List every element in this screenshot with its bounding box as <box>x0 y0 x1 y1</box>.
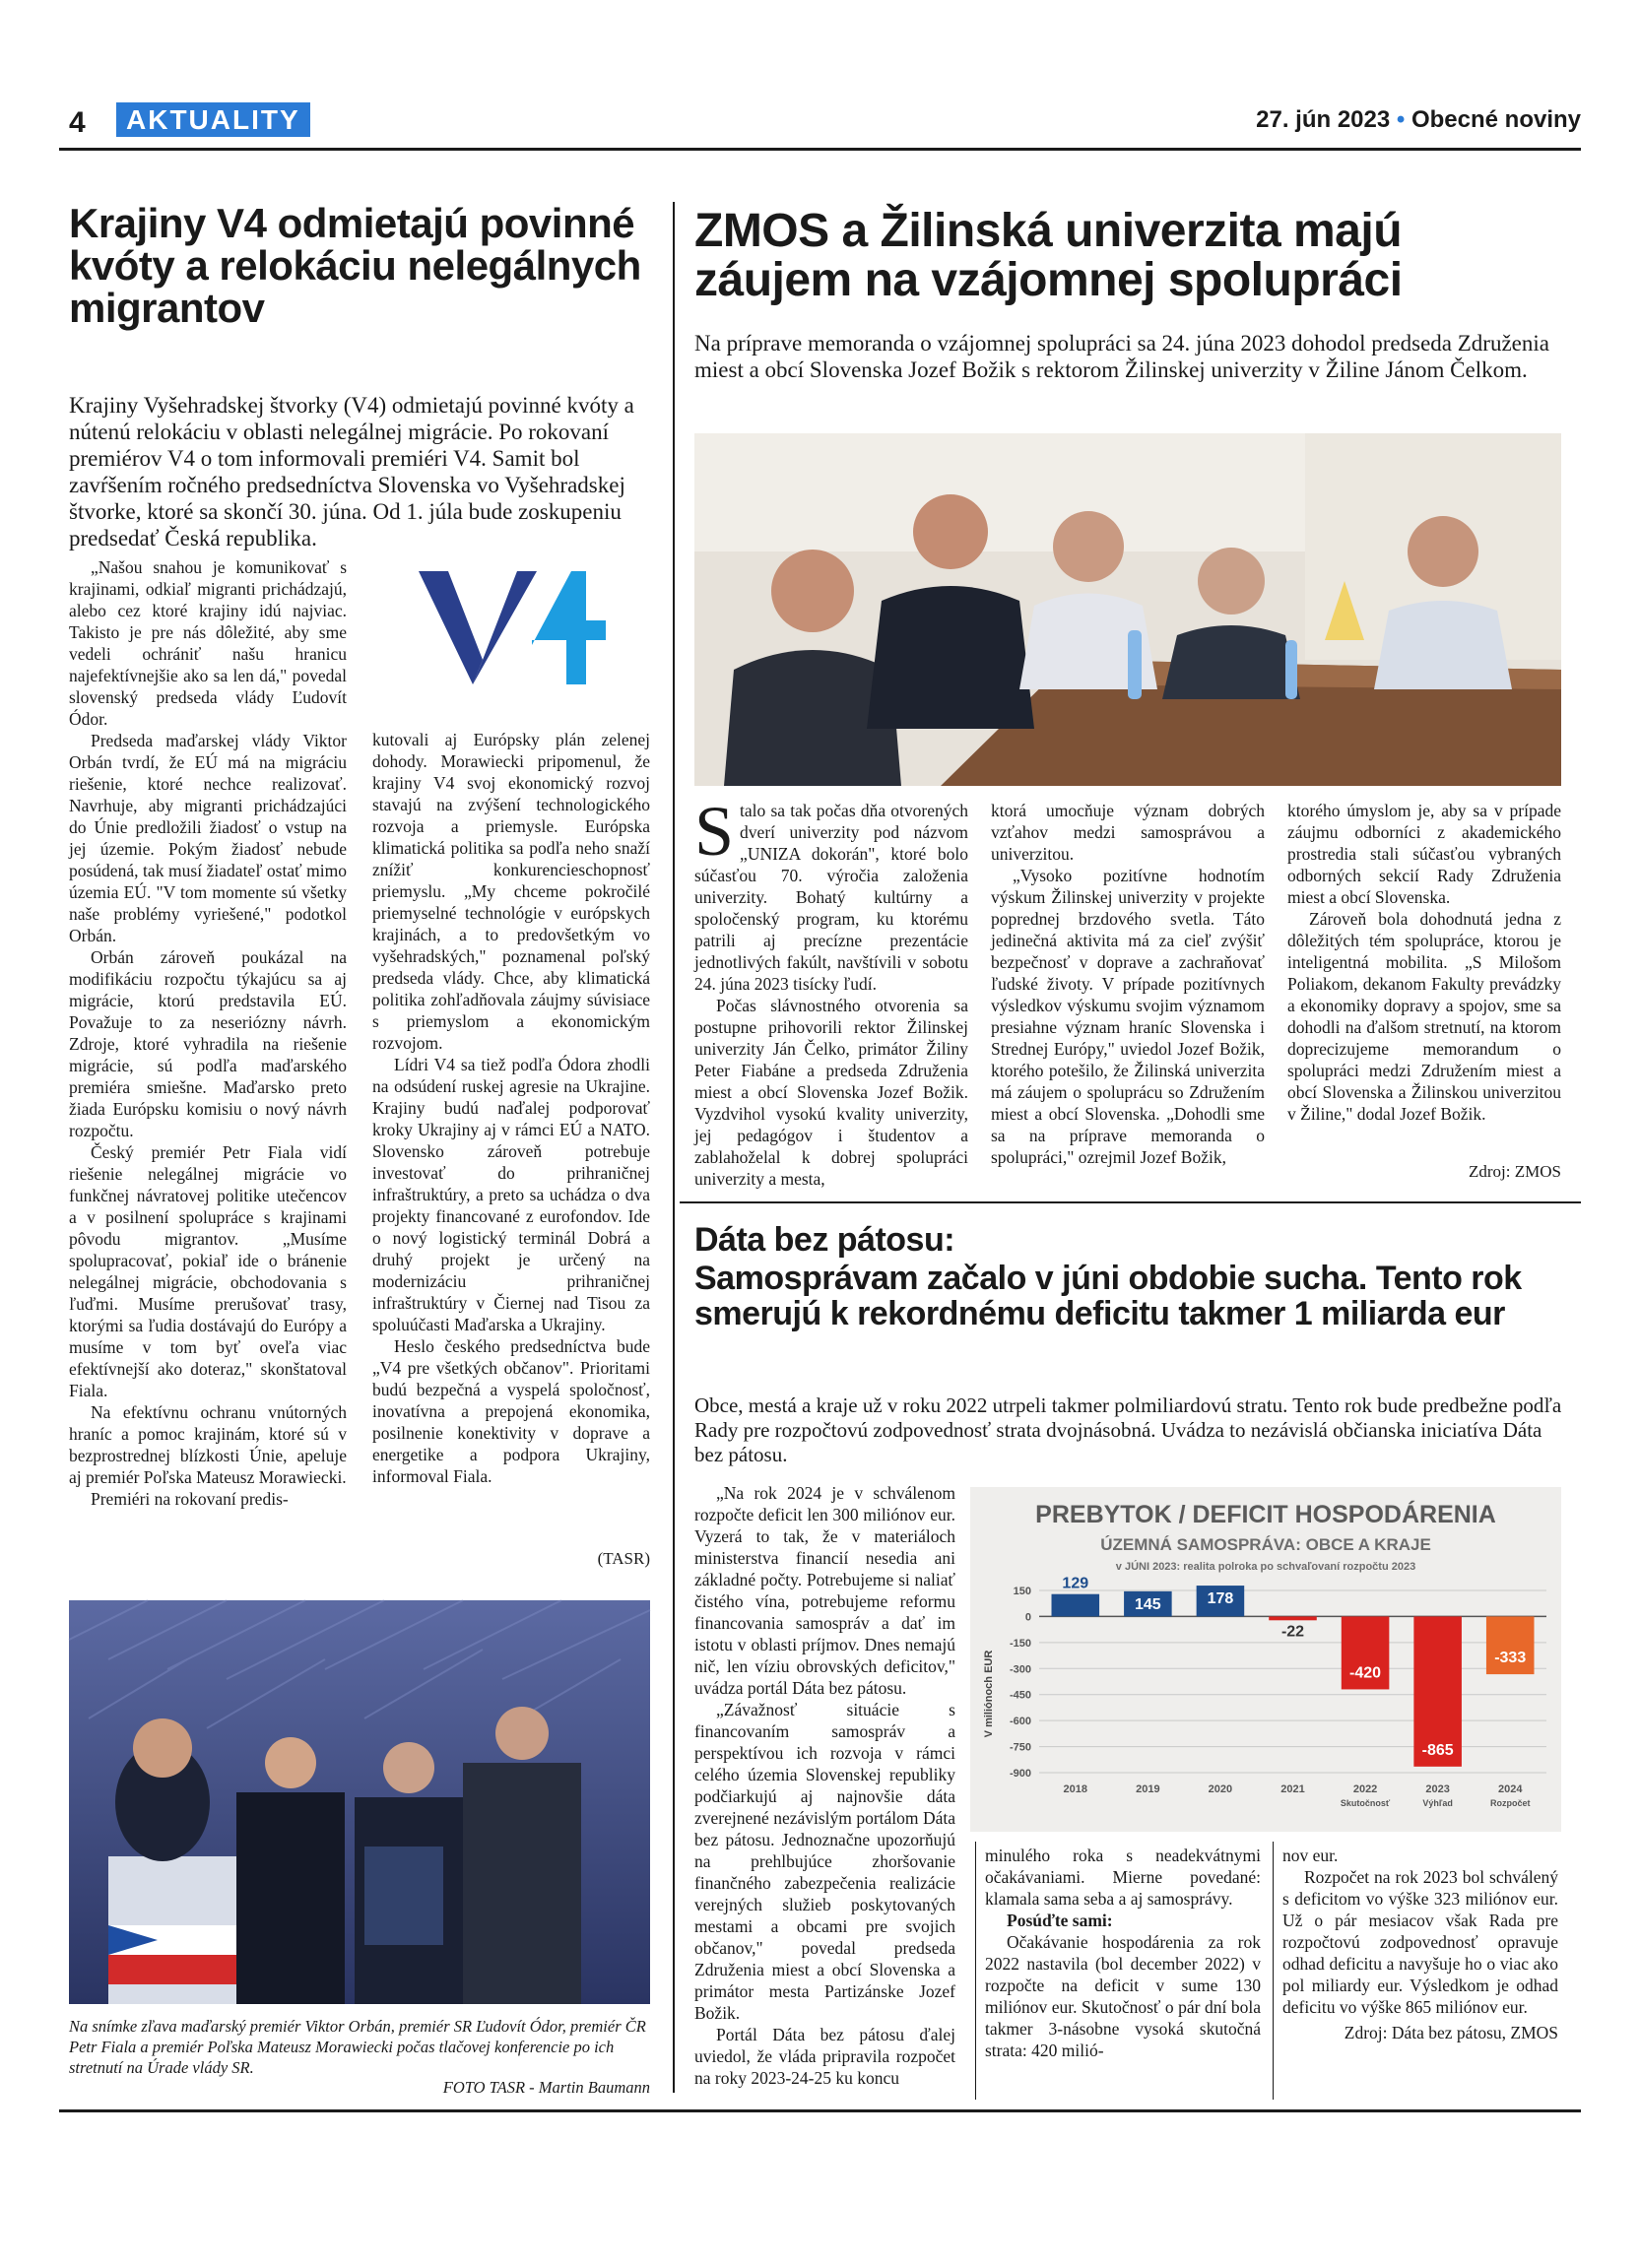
paragraph: ktorá umocňuje význam dobrých vzťahov medzi samosprávou a univerzitou. <box>991 801 1265 864</box>
data-label: 178 <box>1207 1590 1234 1608</box>
article1-column-2 <box>372 729 650 1487</box>
article3-column-1 <box>694 1482 955 2089</box>
article1-source: (TASR) <box>597 1549 650 1568</box>
publication-name: Obecné noviny <box>1410 106 1581 133</box>
y-tick-label: -300 <box>1009 1663 1031 1676</box>
y-axis-label: V miliónoch EUR <box>983 1650 995 1738</box>
paragraph: Portál Dáta bez pátosu ďalej uviedol, že vláda pripravila rozpočet na roky 2023-24-25 ku koncu <box>694 2025 955 2088</box>
paragraph: Počas slávnostného otvorenia sa postupne prihovorili rektor Žilinskej univerzity Ján Čelko, primátor Žiliny Peter Fiabáne a predseda Združenia miest a obcí Slovenska Jozef Božik. Vyzdvihol vysokú kvality univerzity, jej pedagógov i študentov a zablahoželal k dobrej spolupráci univerzity a mesta, <box>694 996 968 1189</box>
article3-title: Samosprávam začalo v júni obdobie sucha. Tento rok smerujú k rekordnému deficitu takmer 1 miliarda eur <box>694 1260 1522 1332</box>
y-tick-label: -750 <box>1009 1741 1031 1754</box>
paragraph: Lídri V4 sa tiež podľa Ódora zhodli na odsúdení ruskej agresie na Ukrajine. Krajiny budú naďalej podporovať kroky Ukrajiny aj v rámci EÚ a NATO. Slovensko zároveň potrebuje investovať do prihraničnej infraštruktúry, a preto sa uchádza o dva projekty financované z eurofondov. Ide o nový logistický terminál Dobrá a druhý projekt je určený na modernizáciu prihraničnej infraštruktúry v Čiernej nad Tisou za spoluúčasti Maďarska a Ukrajiny. <box>372 1055 650 1334</box>
y-tick-label: -900 <box>1009 1768 1031 1780</box>
deficit-chart <box>970 1487 1561 1832</box>
paragraph: „Našou snahou je komunikovať s krajinami, odkiaľ migranti prichádzajú, alebo cez ktoré krajiny idú najviac. Takisto je pre nás dôležité, aby sme vedeli ochrániť našu hranicu najefektívnejšie ako sa len dá," povedal slovenský predseda vlády Ľudovít Ódor. <box>69 557 347 729</box>
y-tick-label: 150 <box>1013 1586 1031 1597</box>
article2-title: ZMOS a Žilinská univerzita majú záujem na vzájomnej spolupráci <box>694 205 1403 306</box>
column-divider <box>975 1842 976 2100</box>
article1-title: Krajiny V4 odmietajú povinné kvóty a relokáciu nelegálnych migrantov <box>69 200 641 331</box>
article2-column-3 <box>1287 800 1561 1125</box>
x-tick-label: 2023 <box>1425 1783 1450 1795</box>
y-tick-label: -600 <box>1009 1716 1031 1728</box>
y-tick-label: -450 <box>1009 1689 1031 1702</box>
x-tick-label: 2021 <box>1280 1783 1305 1795</box>
issue-date: 27. jún 2023 <box>1256 106 1391 133</box>
x-tick-label: 2018 <box>1063 1783 1088 1795</box>
v4-logo <box>414 551 611 710</box>
subheading: Posúďte sami: <box>1007 1911 1113 1930</box>
paragraph: Heslo českého predsedníctva bude „V4 pre všetkých občanov". Prioritami budú bezpečná a vyspelá spoločnosť, inovatívna a prepojená ekonomika, posilnenie konektivity v doprave a energetike a podpora Ukrajiny, informoval Fiala. <box>372 1336 650 1486</box>
paragraph: kutovali aj Európsky plán zelenej dohody. Morawiecki pripomenul, že krajiny V4 svoj ekonomický rozvoj stavajú na zvýšení technologického rozvoja a priemysle. Európska klimatická politika sa podľa neho snaží znížiť konkurencieschopnosť priemyslu. „My chceme pokročilé priemyselné technológie v európskych krajinách, a to predovšetkým vo vyšehradských," poznamenal poľský predseda vlády. Chce, aby klimatická politika zohľadňovala záujmy súvisiace s priemyslom a ekonomickým rozvojom. <box>372 730 650 1053</box>
paragraph: Rozpočet na rok 2023 bol schválený s deficitom vo výške 323 miliónov eur. Už o pár mesiacov však Rada pre rozpočtovú zodpovednosť opravuje odhad deficitu a navyšuje ho o viac ako pol miliardy eur. Výsledkom je odhad deficitu vo výške 865 miliónov eur. <box>1282 1867 1558 2017</box>
article1-column-1 <box>69 556 347 1510</box>
column-divider <box>673 202 675 2093</box>
data-label: -333 <box>1494 1650 1527 1667</box>
article2-source: Zdroj: ZMOS <box>1469 1162 1561 1181</box>
data-label: -22 <box>1280 1623 1305 1641</box>
article2-column-1 <box>694 792 968 1190</box>
x-tick-label: 2020 <box>1208 1783 1233 1795</box>
article3-source: Zdroj: Dáta bez pátosu, ZMOS <box>1344 2023 1558 2042</box>
dropcap: S <box>694 792 735 871</box>
section-rule <box>680 1201 1581 1203</box>
paragraph: Na efektívnu ochranu vnútorných hraníc a pomoc krajinám, ktoré sú v bezprostrednej blízkosti Únie, apeluje aj premiér Poľska Mateusz Morawiecki. <box>69 1402 347 1487</box>
article2-column-2 <box>991 800 1265 1168</box>
article3-kicker: Dáta bez pátosu: <box>694 1221 955 1259</box>
paragraph: Zároveň bola dohodnutá jedna z dôležitých tém spolupráce, ktorou je inteligentná mobilita. „S Milošom Poliakom, dekanom Fakulty prevádzky a ekonomiky dopravy a spojov, sme sa dohodli na ďalšom stretnutí, na ktorom doprecizujeme memorandum o spolupráci medzi Združením miest a obcí Slovenska a Žilinskou univerzitou v Žiline," dodal Jozef Božik. <box>1287 909 1561 1124</box>
paragraph: Predseda maďarskej vlády Viktor Orbán tvrdí, že EÚ má na migráciu riešenie, ktoré nechce realizovať. Navrhuje, aby migranti prichádzajúci do Únie predložili žiadosť o vstup na jej územie. Pokým žiadosť nebude posúdená, tak musí žiadateľ ostať mimo územia EÚ. "V tom momente sú všetky naše problémy vyriešené," podotkol Orbán. <box>69 731 347 945</box>
paragraph: Stalo sa tak počas dňa otvorených dverí univerzity pod názvom „UNIZA dokorán", ktoré bolo súčasťou 70. výročia založenia univerzity. Bohatý kultúrny a spoločenský program, ku ktorému patrili aj precízne prezentácie jednotlivých fakúlt, navštívili v sobotu 24. júna 2023 tisícky ľudí. <box>694 792 968 994</box>
section-label: AKTUALITY <box>116 102 310 137</box>
paragraph: „Na rok 2024 je v schválenom rozpočte deficit len 300 miliónov eur. Vyzerá to tak, že v materiáloch ministerstva financií nesedia ani základné počty. Potrebujeme si naliať čistého vína, potrebujeme reformu financovania samospráv a dať im istotu v oblasti príjmov. Dnes nemajú nič, len víziu obrovských deficitov," uvádza portál Dáta bez pátosu. <box>694 1483 955 1698</box>
chart-subtitle: ÚZEMNÁ SAMOSPRÁVA: OBCE A KRAJE <box>1100 1535 1431 1554</box>
photo-credit: FOTO TASR - Martin Baumann <box>442 2078 650 2097</box>
x-sublabel: Skutočnosť <box>1340 1798 1391 1808</box>
paragraph: Orbán zároveň poukázal na modifikáciu rozpočtu týkajúcu sa aj migrácie, ktorú predstavila EÚ. Považuje to za neseriózny návrh. Zdroje, ktoré vyhradila na riešenie migrácie, sú podľa maďarského premiéra smiešne. Maďarsko preto žiada Európsku komisiu o nový návrh rozpočtu. <box>69 947 347 1140</box>
y-tick-label: 0 <box>1024 1611 1031 1624</box>
v4-logo-text: V4 <box>512 709 514 710</box>
x-tick-label: 2019 <box>1136 1783 1160 1795</box>
paragraph: ktorého úmyslom je, aby sa v prípade záujmu odborníci z akademického prostredia stali súčasťou vybraných odborných sekcií Rady Združenia miest a obcí Slovenska. <box>1287 801 1561 907</box>
chart-svg <box>970 1487 1561 1832</box>
article3-column-3 <box>1282 1845 1558 2043</box>
chart-subtitle-2: v JÚNI 2023: realita polroka po schvaľovaní rozpočtu 2023 <box>1115 1561 1416 1573</box>
x-tick-label: 2024 <box>1497 1783 1523 1795</box>
article3-column-2 <box>985 1845 1261 2061</box>
chart-title: PREBYTOK / DEFICIT HOSPODÁRENIA <box>1035 1501 1496 1528</box>
header-rule <box>59 148 1581 151</box>
photo-illustration <box>69 1600 650 2004</box>
article3-lead: Obce, mestá a kraje už v roku 2022 utrpeli takmer polmiliardovú stratu. Tento rok bude predbežne podľa Rady pre rozpočtovú zodpovednosť strata dvojnásobná. Uvádza to nezávislá občianska iniciatíva Dáta bez pátosu. <box>694 1393 1562 1466</box>
paragraph: „Závažnosť situácie s financovaním samospráv a perspektívou ich rozvoja v rámci celého územia Slovenskej republiky podčiarkujú aj najnovšie dáta zverejnené nezávislým portálom Dáta bez pátosu. Jednoznačne upozorňujú na prehlbujúce zhoršovanie finančného zabezpečenia realizácie verejných služieb poskytovaných mestami a obcami pre svojich občanov," povedal predseda Združenia miest a obcí Slovenska a primátor mesta Partizánske Jozef Božik. <box>694 1700 955 2023</box>
footer-rule <box>59 2109 1581 2112</box>
x-sublabel: Výhľad <box>1422 1798 1453 1808</box>
y-tick-label: -150 <box>1009 1637 1031 1650</box>
data-label: -865 <box>1421 1741 1454 1759</box>
page-number: 4 <box>69 106 86 139</box>
article2-lead: Na príprave memoranda o vzájomnej spolupráci sa 24. júna 2023 dohodol predseda Združenia miest a obcí Slovenska Jozef Božik s rektorom Žilinskej univerzity v Žiline Jánom Čelkom. <box>694 331 1549 382</box>
issue-info <box>1256 106 1581 134</box>
chart-bar <box>1269 1616 1317 1620</box>
paragraph: Premiéri na rokovaní predis- <box>91 1489 289 1509</box>
photo-illustration <box>694 433 1561 786</box>
meeting-photo <box>694 433 1561 786</box>
article1-lead: Krajiny Vyšehradskej štvorky (V4) odmietajú povinné kvóty a nútenú relokáciu v oblasti nelegálnej migrácie. Po rokovaní premiérov V4 o tom informovali premiéri V4. Samit bol zavŕšením ročného predsedníctva Slovenska vo Vyšehradskej štvorke, ktoré sa skončí 30. júna. Od 1. júla bude zoskupeniu predsedať Česká republika. <box>69 393 634 551</box>
data-label: 129 <box>1062 1575 1089 1592</box>
paragraph: „Vysoko pozitívne hodnotím výskum Žilinskej univerzity v projekte poprednej brzdového svetla. Táto jedinečná aktivita má za cieľ zvýšiť bezpečnosť v doprave a zachraňovať ľudské životy. V prípade pozitívnych výsledkov výskumu svojim významom presiahne význam hraníc Slovenska i Strednej Európy," uviedol Jozef Božik, ktorého potešilo, že Žilinská univerzita má záujem o spoluprácu so Združením miest a obcí Slovenska. „Dohodli sme sa na príprave memoranda o spolupráci," ozrejmil Jozef Božik, <box>991 866 1265 1167</box>
x-sublabel: Rozpočet <box>1489 1798 1531 1808</box>
paragraph: Očakávanie hospodárenia za rok 2022 nastavila (bol december 2022) v rozpočte na deficit v sume 130 miliónov eur. Skutočnosť o pár dní bola takmer 3-násobne vysoká skutočná strata: 420 milió- <box>985 1932 1261 2060</box>
paragraph: Český premiér Petr Fiala vidí riešenie nelegálnej migrácie vo funkčnej návratovej politike utečencov a v posilnení spolupráce s krajinami pôvodu migrantov. „Musíme spolupracovať, pokiaľ ide o bránenie nelegálnej migrácie, obchodovania s ľuďmi. Musíme prerušovať trasy, ktorými sa ľudia dostávajú do Európy a musíme v tom byť oveľa viac efektívnejší ako doteraz," skonštatoval Fiala. <box>69 1142 347 1400</box>
chart-bar <box>1052 1594 1100 1617</box>
data-label: 145 <box>1135 1595 1161 1613</box>
data-label: -420 <box>1349 1664 1382 1682</box>
paragraph: minulého roka s neadekvátnymi očakávaniami. Mierne povedané: klamala sama seba a aj samosprávy. <box>985 1846 1261 1909</box>
separator-dot: • <box>1396 106 1406 133</box>
press-conference-photo <box>69 1600 650 2004</box>
column-divider <box>1273 1842 1274 2100</box>
photo-caption: Na snímke zľava maďarský premiér Viktor Orbán, premiér SR Ľudovít Ódor, premiér ČR Petr Fiala a premiér Poľska Mateusz Morawiecki počas tlačovej konferencie po ich stretnutí na Úrade vlády SR. <box>69 2017 646 2077</box>
paragraph: nov eur. <box>1282 1846 1339 1865</box>
x-tick-label: 2022 <box>1352 1783 1378 1795</box>
